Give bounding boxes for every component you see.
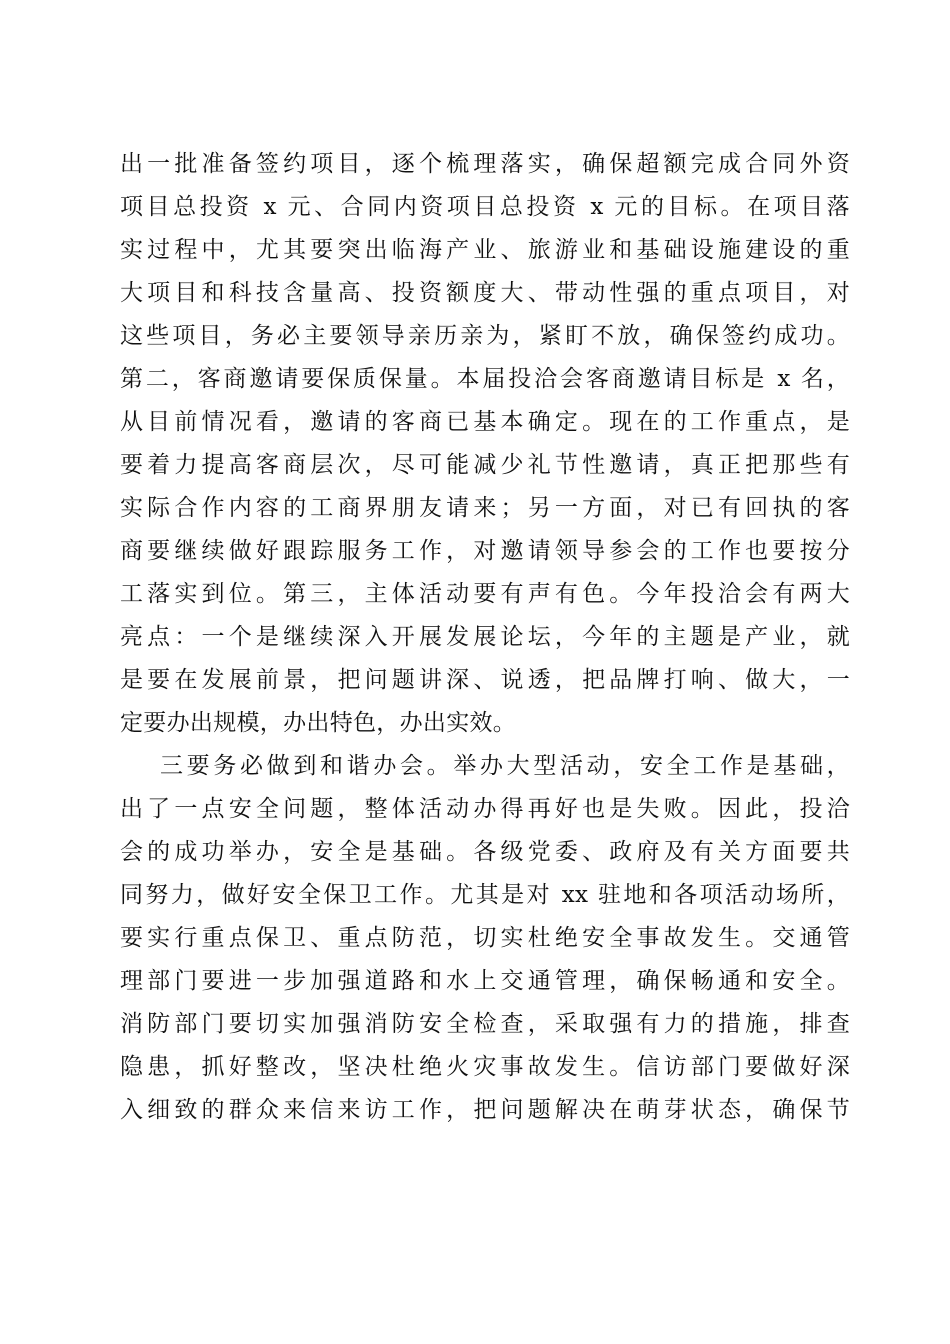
- text-line: 出一批准备签约项目，逐个梳理落实，确保超额完成合同外资: [120, 151, 850, 177]
- text-line: 第二，客商邀请要保质保量。本届投洽会客商邀请目标是 x 名，: [120, 366, 850, 392]
- text-line: 消防部门要切实加强消防安全检查，采取强有力的措施，排查: [120, 1011, 850, 1037]
- text-line: 这些项目，务必主要领导亲历亲为，紧盯不放，确保签约成功。: [120, 323, 850, 349]
- text-line: 三要务必做到和谐办会。举办大型活动，安全工作是基础，: [160, 753, 850, 779]
- text-line: 实过程中，尤其要突出临海产业、旅游业和基础设施建设的重: [120, 237, 850, 263]
- text-line: 项目总投资 x 元、合同内资项目总投资 x 元的目标。在项目落: [120, 194, 850, 220]
- text-line: 会的成功举办，安全是基础。各级党委、政府及有关方面要共: [120, 839, 850, 865]
- text-line: 定要办出规模，办出特色，办出实效。: [120, 710, 517, 736]
- text-line: 要着力提高客商层次，尽可能减少礼节性邀请，真正把那些有: [120, 452, 850, 478]
- text-line: 亮点：一个是继续深入开展发展论坛，今年的主题是产业，就: [120, 624, 850, 650]
- paragraph-2: [120, 745, 850, 1132]
- text-line: 隐患，抓好整改，坚决杜绝火灾事故发生。信访部门要做好深: [120, 1054, 850, 1080]
- text-line: 出了一点安全问题，整体活动办得再好也是失败。因此，投洽: [120, 796, 850, 822]
- text-line: 从目前情况看，邀请的客商已基本确定。现在的工作重点，是: [120, 409, 850, 435]
- text-line: 入细致的群众来信来访工作，把问题解决在萌芽状态，确保节: [120, 1097, 850, 1123]
- text-line: 商要继续做好跟踪服务工作，对邀请领导参会的工作也要按分: [120, 538, 850, 564]
- text-line: 工落实到位。第三，主体活动要有声有色。今年投洽会有两大: [120, 581, 850, 607]
- text-line: 实际合作内容的工商界朋友请来；另一方面，对已有回执的客: [120, 495, 850, 521]
- text-line: 是要在发展前景，把问题讲深、说透，把品牌打响、做大，一: [120, 667, 850, 693]
- text-line: 要实行重点保卫、重点防范，切实杜绝安全事故发生。交通管: [120, 925, 850, 951]
- text-line: 大项目和科技含量高、投资额度大、带动性强的重点项目，对: [120, 280, 850, 306]
- paragraph-1: [120, 143, 850, 745]
- text-line: 同努力，做好安全保卫工作。尤其是对 xx 驻地和各项活动场所，: [120, 882, 850, 908]
- text-line: 理部门要进一步加强道路和水上交通管理，确保畅通和安全。: [120, 968, 850, 994]
